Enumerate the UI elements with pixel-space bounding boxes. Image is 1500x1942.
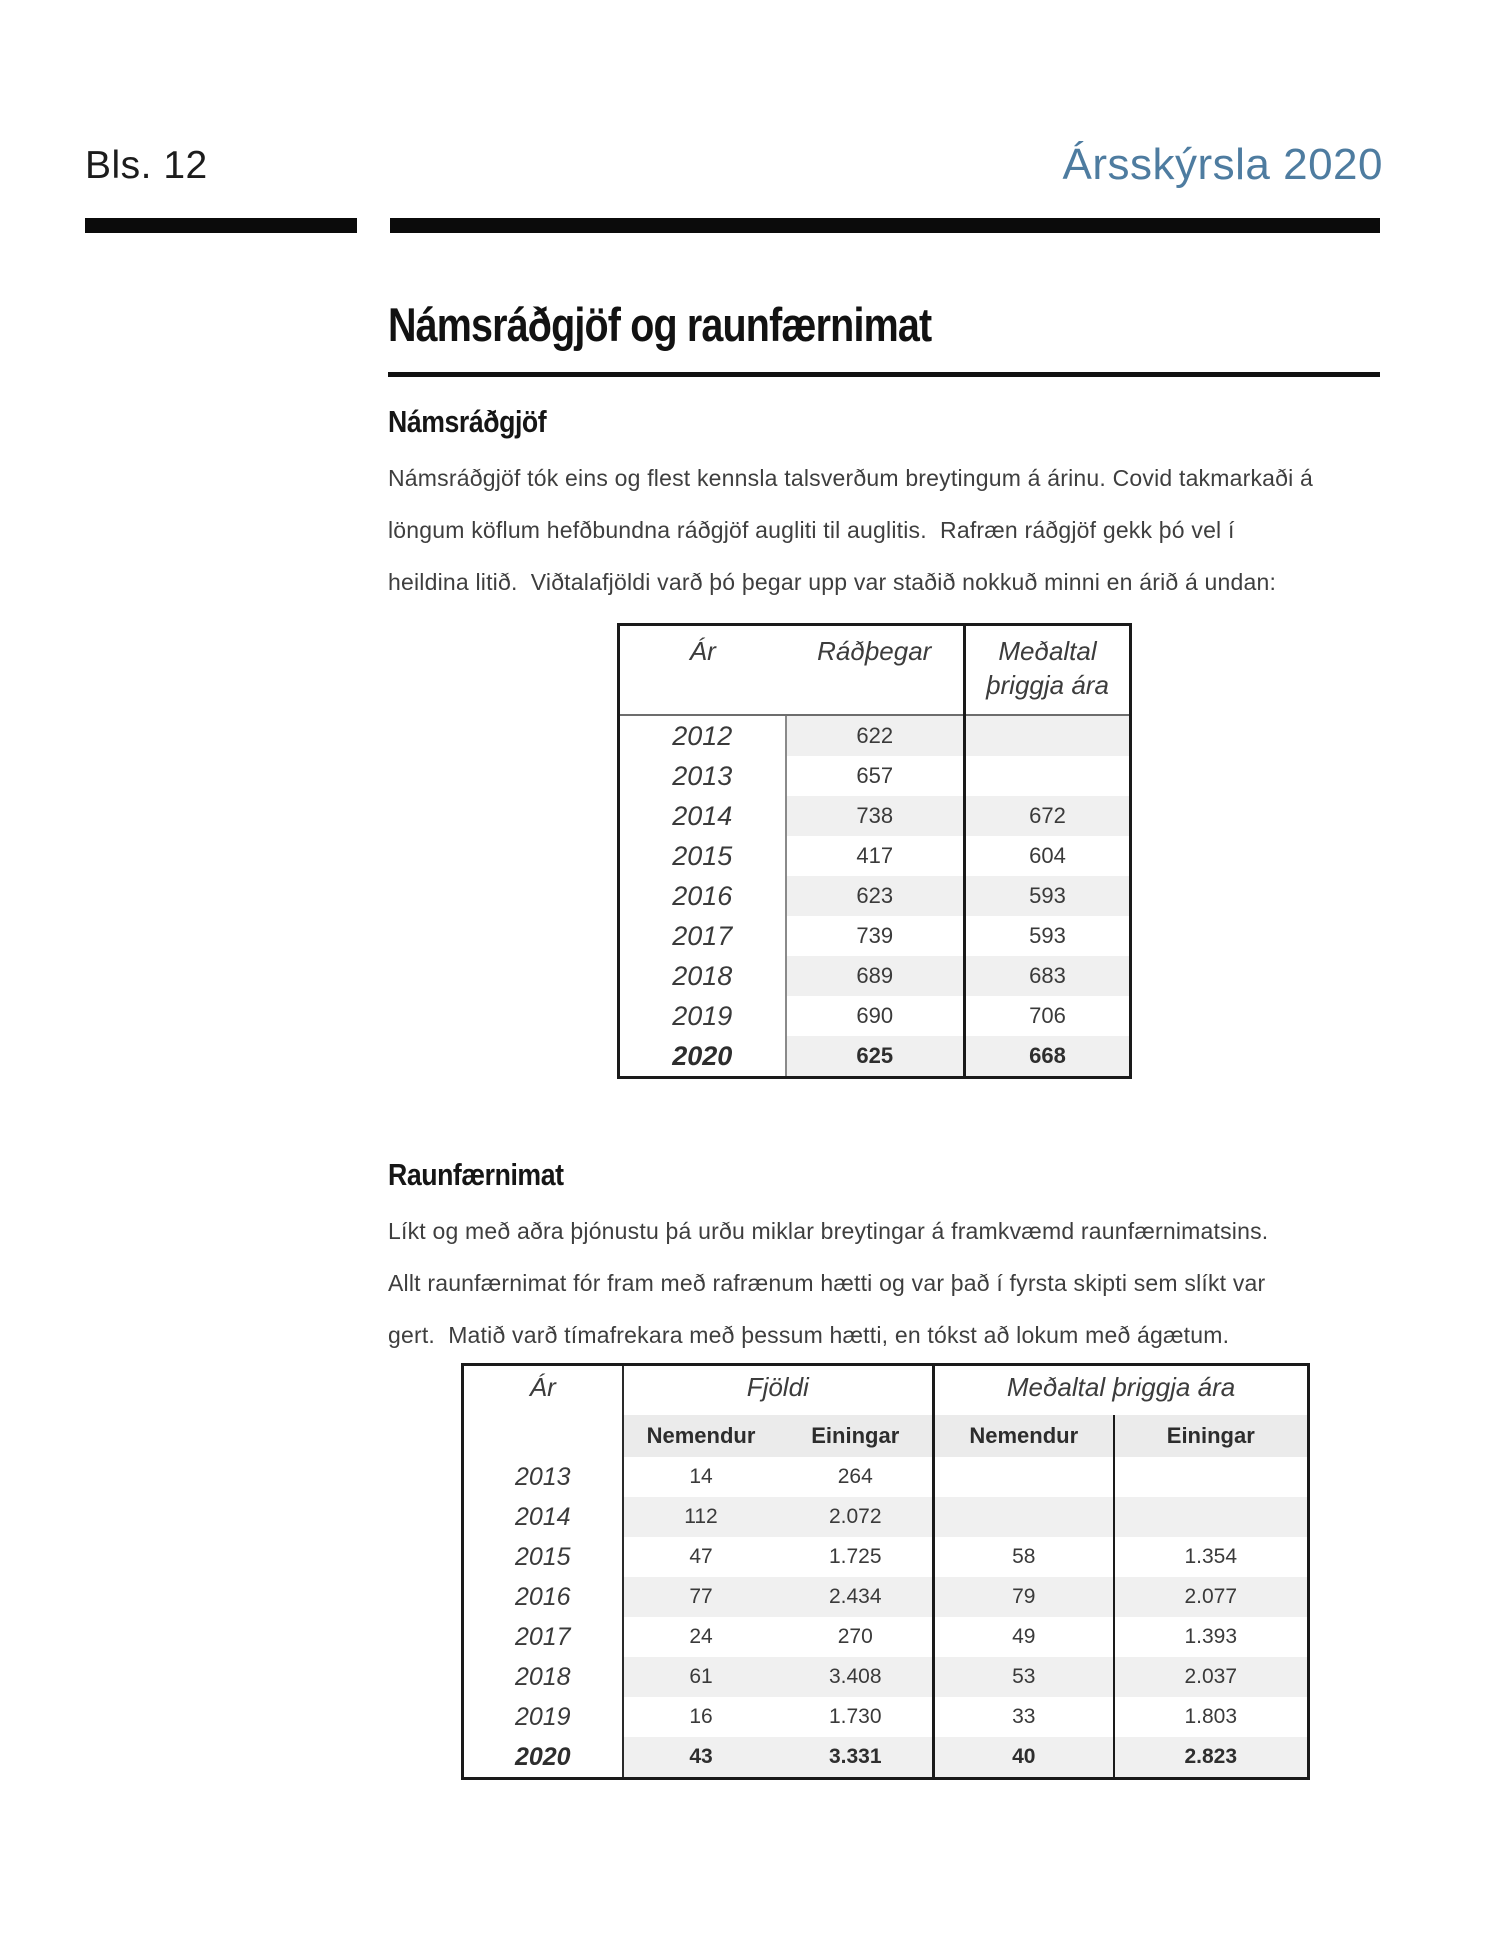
chapter-title bbox=[388, 297, 1380, 377]
table-row: 2019 690 706 bbox=[619, 996, 1131, 1036]
table-row: 2015 417 604 bbox=[619, 836, 1131, 876]
table-row: 2017 739 593 bbox=[619, 916, 1131, 956]
header-rule-left bbox=[85, 218, 357, 233]
table-row: 2013 657 bbox=[619, 756, 1131, 796]
subheader-nemendur: Nemendur bbox=[623, 1415, 779, 1457]
report-title: Ársskýrsla 2020 bbox=[1062, 140, 1383, 189]
page-header bbox=[85, 128, 1383, 188]
chapter-title-text: Námsráðgjöf og raunfærnimat bbox=[388, 298, 932, 351]
paragraph-line: löngum köflum hefðbundna ráðgjöf augliti til auglitis. Rafræn ráðgjöf gekk þó vel í bbox=[388, 517, 1235, 543]
table-row: 2016 623 593 bbox=[619, 876, 1131, 916]
paragraph-namsradgjof bbox=[388, 452, 1388, 608]
col-header-year: Ár bbox=[619, 625, 786, 716]
section-heading-namsradgjof: Námsráðgjöf bbox=[388, 404, 547, 439]
table-row: 2013 14 264 bbox=[463, 1457, 1309, 1497]
col-header-year: Ár bbox=[463, 1365, 623, 1458]
table-row: 2015 47 1.725 58 1.354 bbox=[463, 1537, 1309, 1577]
table-row: 2019 16 1.730 33 1.803 bbox=[463, 1697, 1309, 1737]
table-row: 2018 61 3.408 53 2.037 bbox=[463, 1657, 1309, 1697]
table-row: 2014 112 2.072 bbox=[463, 1497, 1309, 1537]
col-header-radthegar: Ráðþegar bbox=[786, 625, 965, 716]
counselling-table bbox=[617, 623, 1132, 1079]
paragraph-line: Námsráðgjöf tók eins og flest kennsla talsverðum breytingum á árinu. Covid takmarkaði á bbox=[388, 465, 1314, 491]
table-row: 2012 622 bbox=[619, 715, 1131, 756]
table-group-header-row bbox=[463, 1365, 1309, 1416]
table-row: 2017 24 270 49 1.393 bbox=[463, 1617, 1309, 1657]
header-rule-right bbox=[390, 218, 1380, 233]
subheader-einingar: Einingar bbox=[1114, 1415, 1309, 1457]
table-row-current-year: 2020 43 3.331 40 2.823 bbox=[463, 1737, 1309, 1779]
paragraph-raunfaernimat bbox=[388, 1205, 1388, 1361]
group-header-fjoldi: Fjöldi bbox=[623, 1365, 934, 1416]
paragraph-line: Allt raunfærnimat fór fram með rafrænum hætti og var það í fyrsta skipti sem slíkt var bbox=[388, 1270, 1266, 1296]
paragraph-line: gert. Matið varð tímafrekara með þessum hætti, en tókst að lokum með ágætum. bbox=[388, 1322, 1230, 1348]
table-header-row bbox=[619, 625, 1131, 716]
table-row: 2014 738 672 bbox=[619, 796, 1131, 836]
section-heading-raunfaernimat: Raunfærnimat bbox=[388, 1157, 564, 1192]
page-number-label: Bls. 12 bbox=[85, 144, 208, 187]
raunfaernimat-table bbox=[461, 1363, 1310, 1780]
subheader-einingar: Einingar bbox=[779, 1415, 934, 1457]
table-row: 2018 689 683 bbox=[619, 956, 1131, 996]
subheader-nemendur: Nemendur bbox=[934, 1415, 1114, 1457]
paragraph-line: Líkt og með aðra þjónustu þá urðu miklar breytingar á framkvæmd raunfærnimatsins. bbox=[388, 1218, 1269, 1244]
paragraph-line: heildina litið. Viðtalafjöldi varð þó þegar upp var staðið nokkuð minni en árið á undan: bbox=[388, 569, 1277, 595]
col-header-medaltal: Meðaltal þriggja ára bbox=[965, 625, 1131, 716]
table-row-current-year: 2020 625 668 bbox=[619, 1036, 1131, 1078]
group-header-medaltal: Meðaltal þriggja ára bbox=[1006, 1372, 1236, 1402]
table-row: 2016 77 2.434 79 2.077 bbox=[463, 1577, 1309, 1617]
